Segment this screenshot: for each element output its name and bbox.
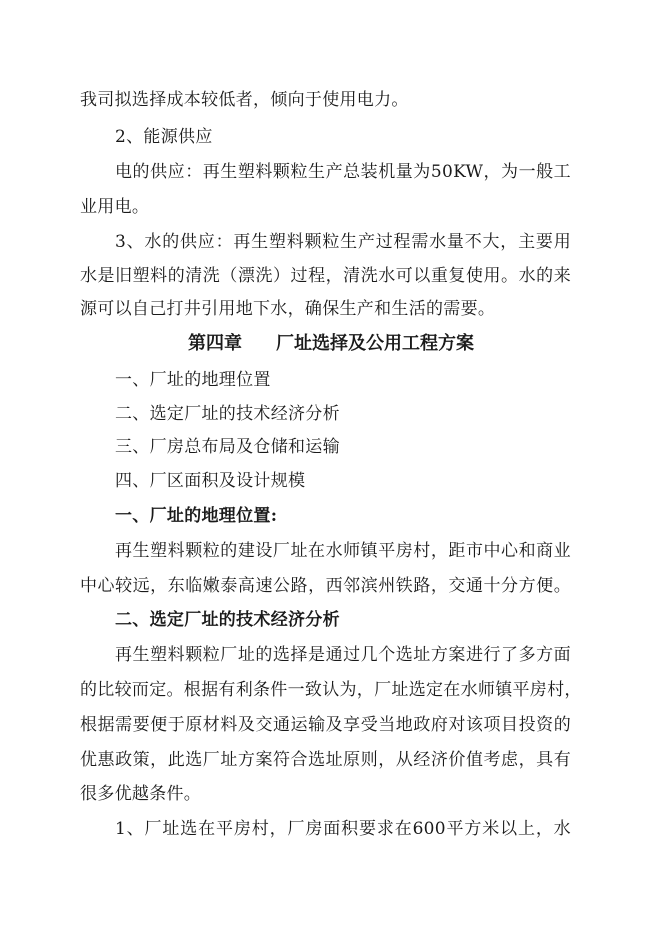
section-heading: 二、选定厂址的技术经济分析 — [115, 610, 340, 630]
chapter-heading — [0, 333, 662, 355]
paragraph-line: 3、水的供应：再生塑料颗粒生产过程需水量不大，主要用 — [115, 232, 571, 252]
toc-item: 四、厂区面积及设计规模 — [115, 471, 306, 491]
paragraph-line: 根据需要便于原材料及交通运输及享受当地政府对该项目投资的 — [80, 715, 571, 735]
paragraph-line: 业用电。 — [80, 197, 150, 217]
paragraph-line: 再生塑料颗粒厂址的选择是通过几个选址方案进行了多方面 — [115, 645, 571, 665]
chapter-number: 第四章 — [188, 333, 242, 354]
paragraph-line: 的比较而定。根据有利条件一致认为，厂址选定在水师镇平房村， — [80, 680, 582, 700]
toc-item: 三、厂房总布局及仓储和运输 — [115, 437, 340, 457]
paragraph-line: 我司拟选择成本较低者，倾向于使用电力。 — [80, 90, 409, 110]
paragraph-line: 电的供应：再生塑料颗粒生产总装机量为50KW，为一般工 — [115, 162, 571, 182]
paragraph-line: 水是旧塑料的清洗（漂洗）过程，清洗水可以重复使用。水的来 — [80, 266, 571, 286]
paragraph-line: 优惠政策，此选厂址方案符合选址原则，从经济价值考虑，具有 — [80, 750, 571, 770]
section-heading: 一、厂址的地理位置: — [115, 506, 278, 526]
chapter-title: 厂址选择及公用工程方案 — [276, 333, 474, 354]
paragraph-line: 中心较远，东临嫩泰高速公路，西邻滨州铁路，交通十分方便。 — [80, 576, 571, 596]
paragraph-line: 再生塑料颗粒的建设厂址在水师镇平房村，距市中心和商业 — [115, 541, 571, 561]
paragraph-line: 源可以自己打井引用地下水，确保生产和生活的需要。 — [80, 299, 496, 319]
paragraph-line: 很多优越条件。 — [80, 784, 202, 804]
toc-item: 二、选定厂址的技术经济分析 — [115, 404, 340, 424]
toc-item: 一、厂址的地理位置 — [115, 370, 271, 390]
paragraph-line: 1、厂址选在平房村，厂房面积要求在600平方米以上，水 — [115, 819, 571, 839]
list-item-energy-supply: 2、能源供应 — [115, 127, 213, 147]
